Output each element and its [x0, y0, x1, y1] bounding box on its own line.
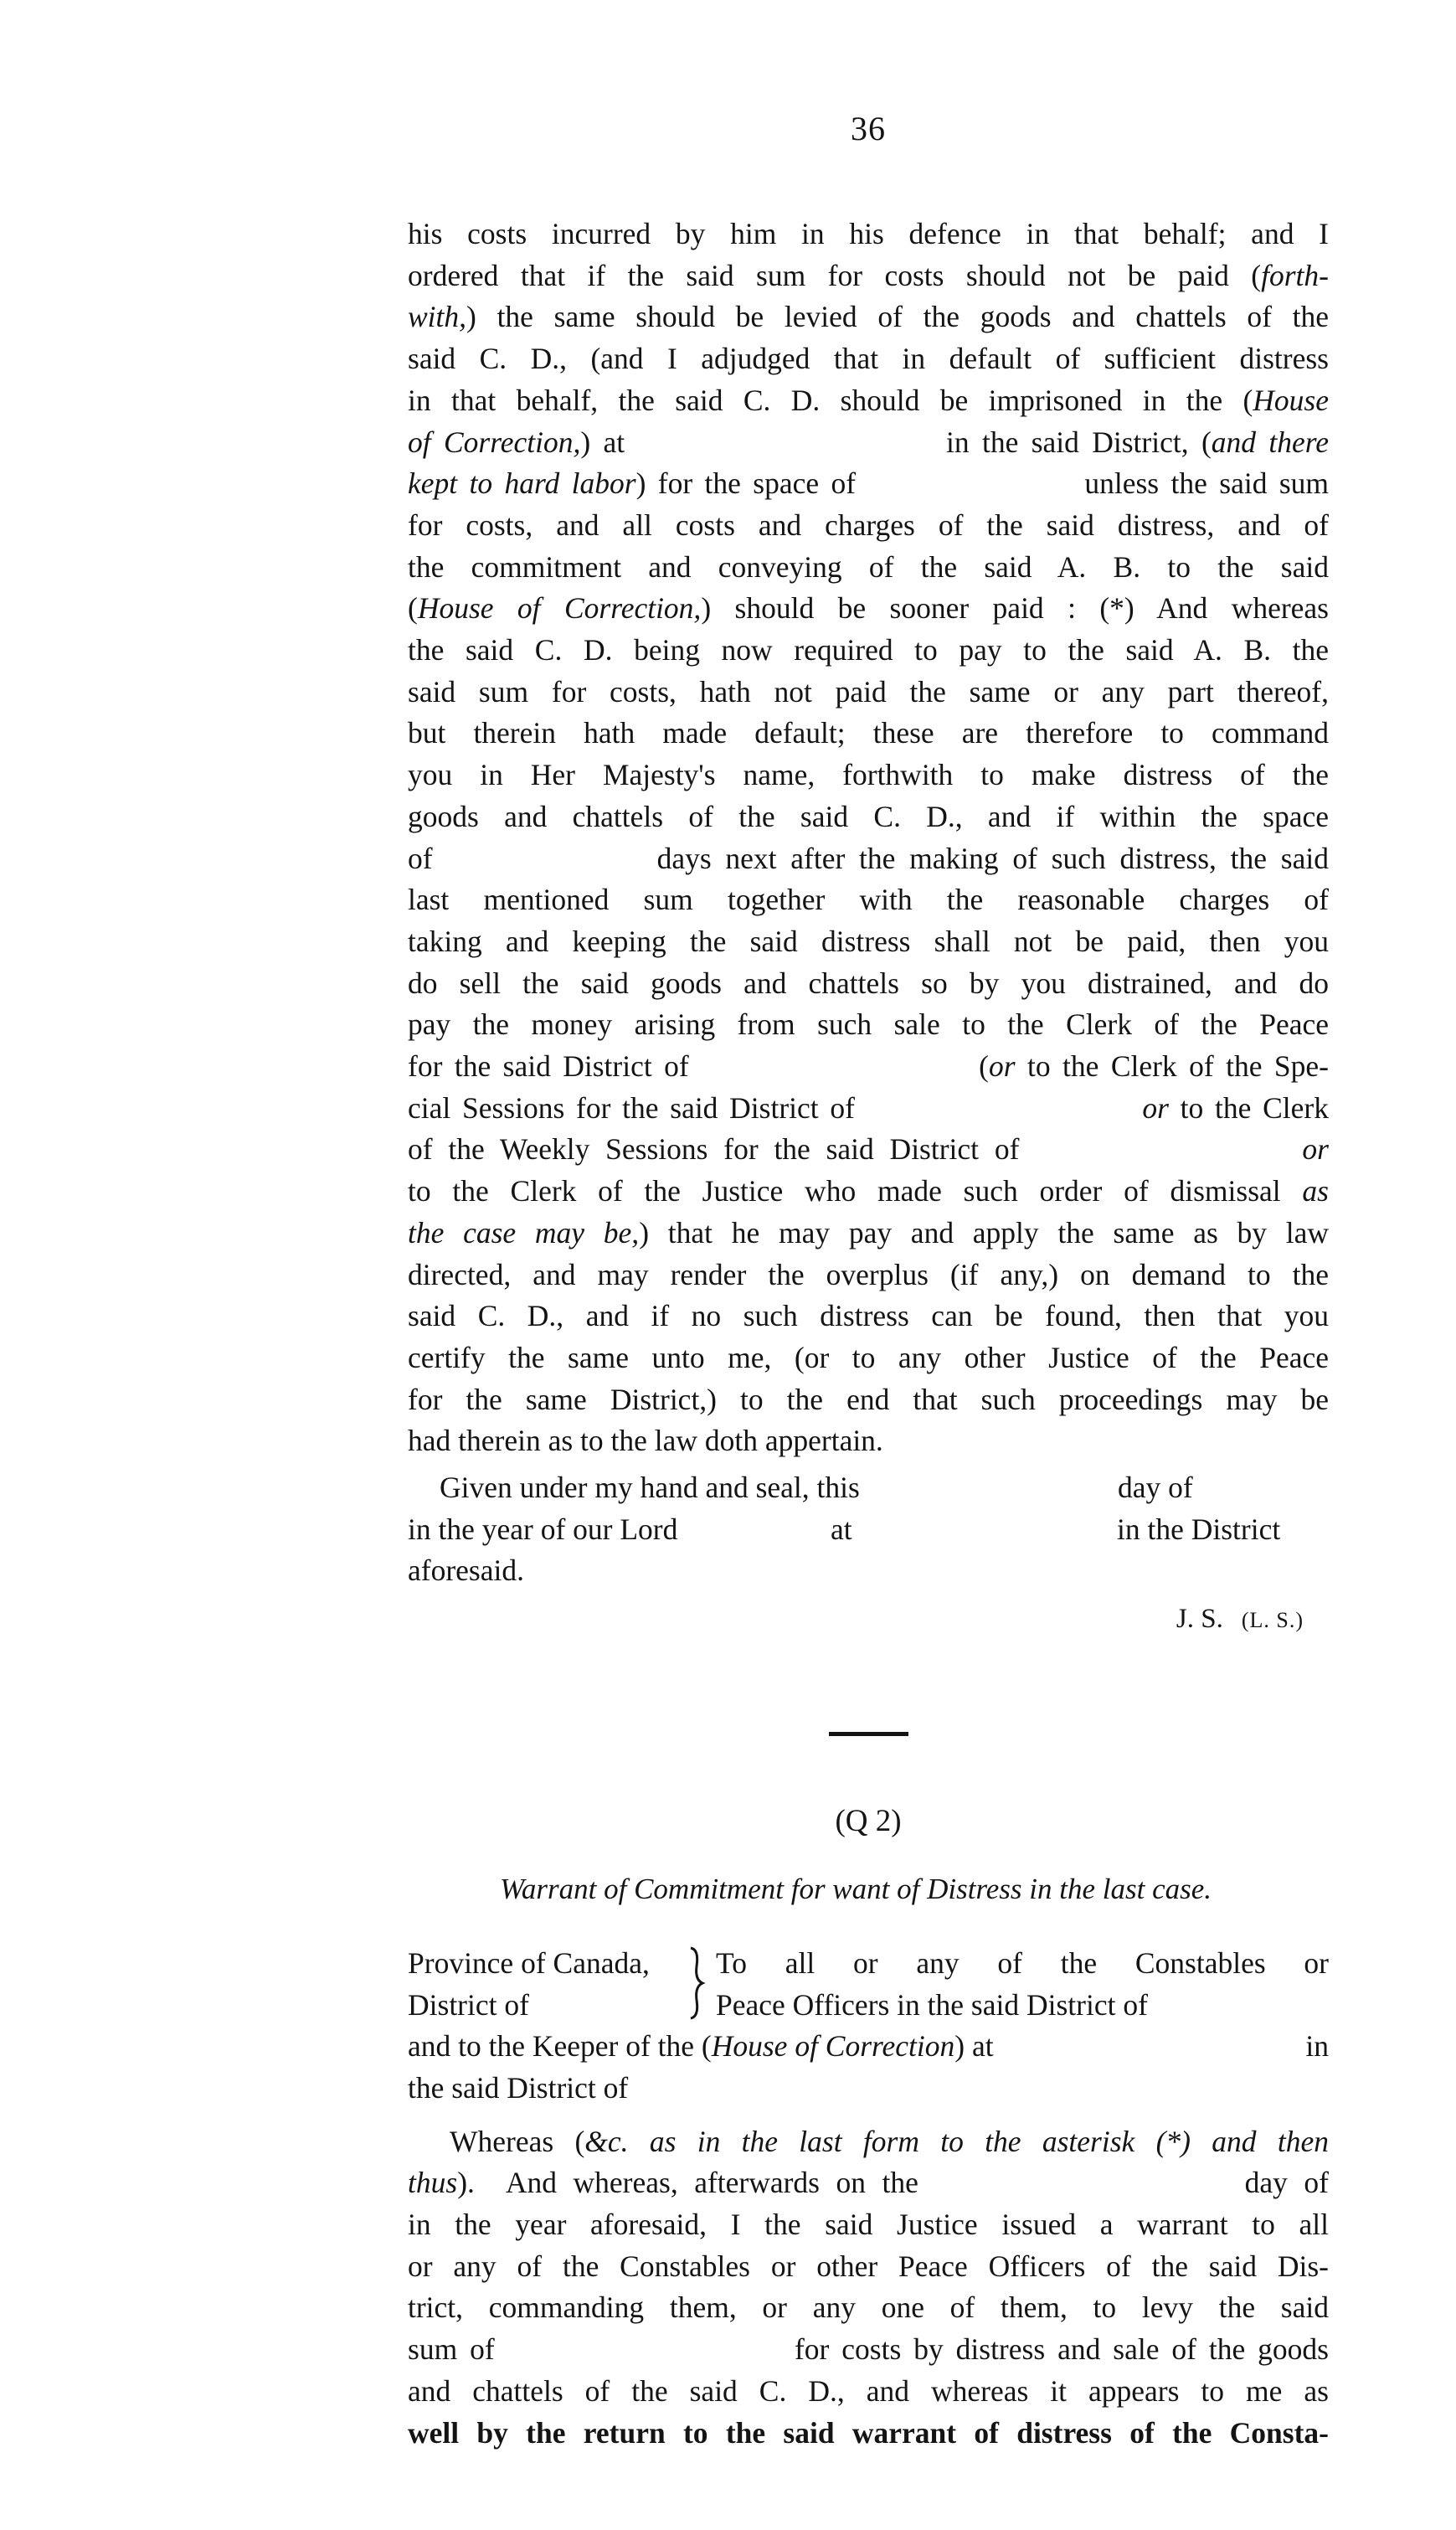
given-day-of: day of — [1118, 1471, 1193, 1505]
text-line: or any of the Constables or other Peace Officers of the said Dis- — [408, 2249, 1329, 2283]
text-line: certify the same unto me, (or to any other Justice of the Peace — [408, 1340, 1329, 1374]
text-line: in the year aforesaid, I the said Justice issued a warrant to all — [408, 2208, 1329, 2242]
text-line: the commitment and conveying of the said A. B. to the said — [408, 549, 1329, 584]
text-line: of days next after the making of such distress, the said — [408, 841, 1329, 875]
brace-icon — [686, 1943, 707, 2023]
text-line: directed, and may render the overplus (if any,) on demand to the — [408, 1257, 1329, 1291]
text-line: his costs incurred by him in his defence in that behalf; and I — [408, 217, 1329, 250]
text-line: sum of for costs by distress and sale of the goods — [408, 2332, 1329, 2367]
paragraph-whereas — [408, 2121, 1329, 2455]
address-continued: and to the Keeper of the (House of Correction) at in the said District of — [408, 2029, 1329, 2105]
given-under-hand-block — [408, 1467, 1329, 1592]
seal-mark: (L. S.) — [1241, 1608, 1304, 1633]
text-line: do sell the said goods and chattels so by you distrained, and do — [408, 966, 1329, 1000]
text-line: said C. D., and if no such distress can be found, then that you — [408, 1299, 1329, 1333]
text-line: for the same District,) to the end that such proceedings may be — [408, 1382, 1329, 1416]
text-line: last mentioned sum together with the reasonable charges of — [408, 883, 1329, 917]
text-line: thus). And whereas, afterwards on the day of — [408, 2166, 1329, 2200]
text-line: the case may be,) that he may pay and apply the same as by law — [408, 1215, 1329, 1250]
text-line: taking and keeping the said distress shall not be paid, then you — [408, 924, 1329, 958]
text-line: had therein as to the law doth appertain. — [408, 1424, 883, 1458]
given-text: Given under my hand and seal, this — [440, 1471, 860, 1505]
text-line: and chattels of the said C. D., and whereas it appears to me as — [408, 2373, 1329, 2408]
section-divider — [829, 1732, 908, 1736]
text-line: (House of Correction,) should be sooner paid : (*) And whereas — [408, 591, 1329, 626]
section-title: Warrant of Commitment for want of Distress in the last case. — [499, 1872, 1212, 1905]
text-line: Whereas (&c. as in the last form to the asterisk (*) and then — [450, 2124, 1329, 2158]
text-line: you in Her Majesty's name, forthwith to make distress of the — [408, 758, 1329, 792]
text-line: well by the return to the said warrant of distress of the Consta- — [408, 2415, 1329, 2450]
text-line: pay the money arising from such sale to the Clerk of the Peace — [408, 1007, 1329, 1042]
text-line: kept to hard labor) for the space of unless the said sum — [408, 466, 1329, 501]
given-aforesaid: aforesaid. — [408, 1554, 524, 1588]
signature-line — [408, 1599, 1329, 1641]
text-line: for costs, and all costs and charges of the said distress, and of — [408, 508, 1329, 542]
given-year-text: in the year of our Lord — [408, 1512, 678, 1546]
given-district: in the District — [1117, 1512, 1281, 1546]
text-line: goods and chattels of the said C. D., and if within the space — [408, 799, 1329, 833]
text-line: trict, commanding them, or any one of them, to levy the said — [408, 2290, 1329, 2325]
given-at: at — [831, 1512, 852, 1546]
paragraph-order-text — [408, 214, 1329, 1462]
document-page — [408, 109, 1329, 2454]
section-code: (Q 2) — [835, 1803, 902, 1838]
text-line: of Correction,) at in the said District, (and there — [408, 425, 1330, 459]
page-number: 36 — [851, 110, 886, 147]
text-line: in that behalf, the said C. D. should be imprisoned in the (House — [408, 383, 1329, 417]
text-line: said sum for costs, hath not paid the same or any part thereof, — [408, 674, 1329, 709]
address-block — [408, 1943, 1329, 2026]
brace-mark — [686, 1943, 707, 2033]
address-recipient-line: To all or any of the Constables or — [716, 1945, 1329, 1980]
province-label: Province of Canada, — [408, 1945, 650, 1980]
text-line: of the Weekly Sessions for the said District of or — [408, 1132, 1329, 1167]
signature-initials: J. S. — [1176, 1604, 1223, 1635]
text-line: for the said District of (or to the Clerk of the Spe- — [408, 1049, 1329, 1084]
text-line: cial Sessions for the said District of or to the Clerk — [408, 1090, 1329, 1125]
district-label: District of — [408, 1987, 529, 2022]
text-line: the said C. D. being now required to pay to the said A. B. the — [408, 633, 1329, 667]
text-line: said C. D., (and I adjudged that in default of sufficient distress — [408, 342, 1329, 376]
text-line: with,) the same should be levied of the goods and chattels of the — [408, 300, 1329, 334]
text-line: but therein hath made default; these are therefore to command — [408, 716, 1329, 750]
text-line: to the Clerk of the Justice who made such order of dismissal as — [408, 1174, 1329, 1208]
address-recipient-line: Peace Officers in the said District of — [716, 1987, 1148, 2022]
text-line: ordered that if the said sum for costs should not be paid (forth- — [408, 258, 1329, 292]
